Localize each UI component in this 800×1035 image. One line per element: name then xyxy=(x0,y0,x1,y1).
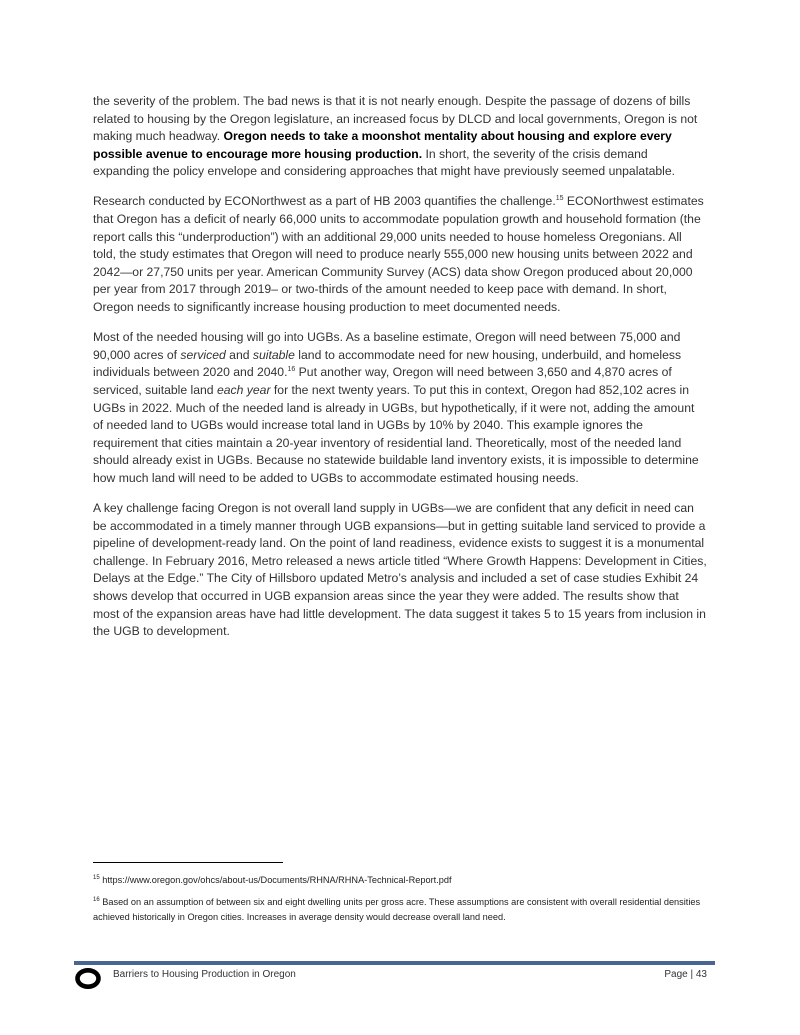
paragraph-land-readiness: A key challenge facing Oregon is not overall land supply in UGBs—we are confident that any deficit in need can be accommodated in a timely manner through UGB expansions—but in getting suitable land serviced to provide a pipeline of development-ready land. On the point of land readiness, evidence exists to suggest it is a monumental challenge. In February 2016, Metro released a news article titled “Where Growth Happens: Development in Cities, Delays at the Edge.” The City of Hillsboro updated Metro’s analysis and included a set of case studies Exhibit 24 shows develop that occurred in UGB expansion areas since the year they were added. The results show that most of the expansion areas have had little development. The data suggest it takes 5 to 15 years from inclusion in the UGB to development. xyxy=(93,500,707,639)
footnote-15: $^{15}$ https://www.oregon.gov/ohcs/about-us/Documents/RHNA/RHNA-Technical-Report.pdf xyxy=(93,874,452,885)
footnote-ref-15[interactable]: 15 xyxy=(555,195,564,203)
footer-document-title: Barriers to Housing Production in Oregon xyxy=(113,969,296,980)
footnote-separator xyxy=(93,862,283,863)
footnote-ref-16[interactable]: 16 xyxy=(287,366,296,374)
moonshot-emphasis: Oregon needs to take a moonshot mentality about housing and explore every possible avenue to encourage more housing production. xyxy=(93,129,672,161)
page-number: Page | 43 xyxy=(664,969,707,980)
page-body xyxy=(93,93,707,653)
page-footer xyxy=(74,967,707,991)
paragraph-severity: the severity of the problem. The bad news is that it is not nearly enough. Despite the passage of dozens of bills related to housing by the Oregon legislature, an increased focus by DLCD and local governments, Oregon is not making much headway. Oregon needs to take a moonshot mentality about housing and explore every possible avenue to encourage more housing production. In short, the severity of the crisis demand expanding the policy envelope and considering approaches that might have previously seemed unpalatable. xyxy=(93,94,698,179)
footnote-16: $^{16}$ Based on an assumption of between six and eight dwelling units per gross acre. These assumptions are consistent with overall residential densities achieved historically in Oregon cities. Increases in average density would decrease overall land need. xyxy=(93,896,701,922)
paragraph-econorthwest: Research conducted by ECONorthwest as a part of HB 2003 quantifies the challenge.$^{15}$ ECONorthwest estimates that Oregon has a deficit of nearly 66,000 units to accommodate population growth and household formation (the report calls this “underproduction”) with an additional 29,000 units needed to house homeless Oregonians. All told, the study estimates that Oregon will need to produce nearly 555,000 new housing units between 2022 and 2042—or 27,750 units per year. American Community Survey (ACS) data show Oregon produced about 20,000 per year from 2017 through 2019– or two-thirds of the amount needed to keep pace with demand. In short, Oregon needs to significantly increase housing production to meet documented needs. xyxy=(93,194,704,315)
oregon-o-logo-icon xyxy=(75,967,101,989)
footnotes xyxy=(93,873,707,932)
footnote-15-link[interactable]: https://www.oregon.gov/ohcs/about-us/Documents/RHNA/RHNA-Technical-Report.pdf xyxy=(99,875,452,885)
footer-rule xyxy=(74,961,715,965)
paragraph-ugb-land-need: Most of the needed housing will go into UGBs. As a baseline estimate, Oregon will need between 75,000 and 90,000 acres of serviced and suitable land to accommodate need for new housing, underbuild, and homeless individuals between 2020 and 2040.16 Put another way, Oregon will need between 3,650 and 4,870 acres of serviced, suitable land each year for the next twenty years. To put this in context, Oregon had 852,102 acres in UGBs in 2022. Much of the needed land is already in UGBs, but hypothetically, if it were not, adding the amount of needed land to UGBs would increase total land in UGBs by 10% by 2040. This example ignores the requirement that cities maintain a 20-year inventory of residential land. Theoretically, most of the needed land should already exist in UGBs. Because no statewide buildable land inventory exists, it is impossible to determine how much land will need to be added to UGBs to accommodate estimated housing needs. xyxy=(93,330,699,485)
